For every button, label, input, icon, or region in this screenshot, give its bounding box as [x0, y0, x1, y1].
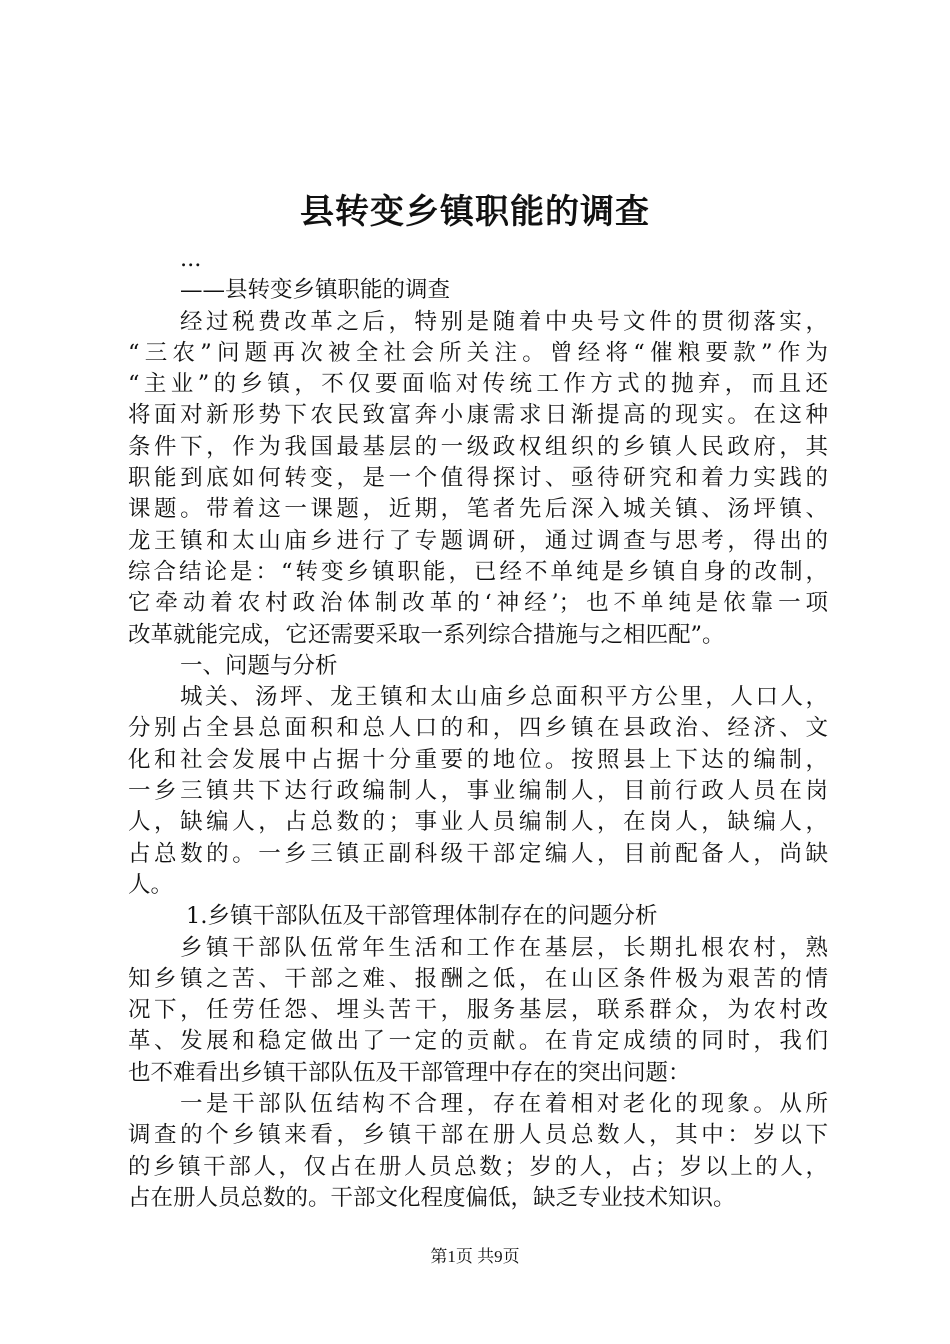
paragraph-line: 化和社会发展中占据十分重要的地位。按照县上下达的编制，	[128, 746, 828, 773]
paragraph-line: 综合结论是：“转变乡镇职能，已经不单纯是乡镇自身的改制，	[128, 558, 828, 585]
paragraph-line: 的乡镇干部人，仅占在册人员总数；岁的人，占；岁以上的人，	[128, 1153, 828, 1180]
ellipsis-line: ...	[180, 246, 202, 272]
paragraph-line: 人，缺编人，占总数的；事业人员编制人，在岗人，缺编人，	[128, 809, 828, 836]
paragraph-line: 革、发展和稳定做出了一定的贡献。在肯定成绩的同时，我们	[128, 1028, 828, 1055]
paragraph-line: 条件下，作为我国最基层的一级政权组织的乡镇人民政府，其	[128, 433, 828, 460]
paragraph-line: “三农”问题再次被全社会所关注。曾经将“催粮要款”作为	[128, 339, 828, 366]
paragraph-line: 一是干部队伍结构不合理，存在着相对老化的现象。从所	[180, 1091, 828, 1118]
paragraph-line: 城关、汤坪、龙王镇和太山庙乡总面积平方公里，人口人，	[180, 684, 828, 711]
paragraph-line: 它牵动着农村政治体制改革的‘神经’；也不单纯是依靠一项	[128, 590, 828, 617]
subtitle-line: ——县转变乡镇职能的调查	[180, 277, 451, 304]
section-heading: 一、问题与分析	[180, 652, 338, 679]
paragraph-line: 况下，任劳任怨、埋头苦干，服务基层，联系群众，为农村改	[128, 997, 828, 1024]
paragraph-line: 课题。带着这一课题，近期，笔者先后深入城关镇、汤坪镇、	[128, 496, 828, 523]
paragraph-line: 调查的个乡镇来看，乡镇干部在册人员总数人，其中：岁以下	[128, 1122, 828, 1149]
paragraph-line: “主业”的乡镇，不仅要面临对传统工作方式的抛弃，而且还	[128, 371, 828, 398]
paragraph-line: 经过税费改革之后，特别是随着中央号文件的贯彻落实，	[180, 308, 828, 335]
paragraph-line: 人。	[128, 871, 174, 898]
paragraph-line: 占在册人员总数的。干部文化程度偏低，缺乏专业技术知识。	[128, 1184, 736, 1211]
paragraph-line: 分别占全县总面积和总人口的和，四乡镇在县政治、经济、文	[128, 715, 828, 742]
page-number-footer: 第1页 共9页	[430, 1247, 520, 1266]
paragraph-line: 龙王镇和太山庙乡进行了专题调研，通过调查与思考，得出的	[128, 527, 828, 554]
document-body	[128, 244, 828, 1214]
paragraph-line: 乡镇干部队伍常年生活和工作在基层，长期扎根农村，熟	[180, 934, 828, 961]
document-title: 县转变乡镇职能的调查	[300, 192, 650, 232]
paragraph-line: 一乡三镇共下达行政编制人，事业编制人，目前行政人员在岗	[128, 778, 828, 805]
paragraph-line: 职能到底如何转变，是一个值得探讨、亟待研究和着力实践的	[128, 465, 828, 492]
subsection-heading: 1.乡镇干部队伍及干部管理体制存在的问题分析	[186, 903, 658, 930]
paragraph-line: 占总数的。一乡三镇正副科级干部定编人，目前配备人，尚缺	[128, 840, 828, 867]
paragraph-line: 改革就能完成，它还需要采取一系列综合措施与之相匹配”。	[128, 621, 725, 648]
paragraph-line: 知乡镇之苦、干部之难、报酬之低，在山区条件极为艰苦的情	[128, 965, 828, 992]
paragraph-line: 也不难看出乡镇干部队伍及干部管理中存在的突出问题：	[128, 1059, 691, 1086]
paragraph-line: 将面对新形势下农民致富奔小康需求日渐提高的现实。在这种	[128, 402, 828, 429]
